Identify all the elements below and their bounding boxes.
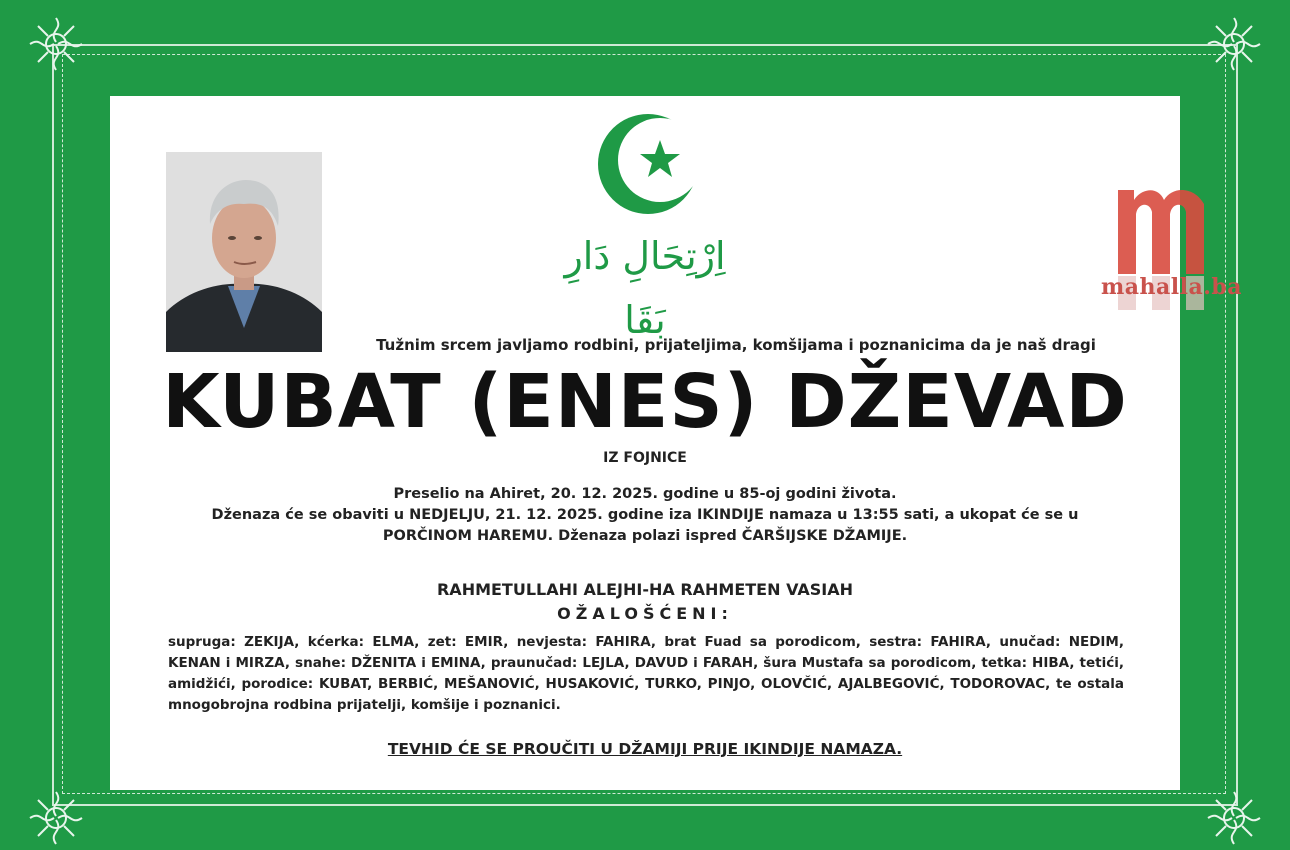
prayer-text: RAHMETULLAHI ALEJHI-HA RAHMETEN VASIAH [436,580,853,599]
intro-text: Tužnim srcem javljamo rodbini, prijateljima, komšijama i poznanicima da je naš dragi [376,336,1096,354]
ornament-corner-icon [24,786,88,850]
tevhid-notice: TEVHID ĆE SE PROUČITI U DŽAMIJI PRIJE IKINDIJE NAMAZA. [387,740,903,758]
mourners-heading: OŽALOŠĆENI: [557,604,733,623]
funeral-details [170,484,1120,547]
obituary-card [110,96,1243,790]
arabic-calligraphy: اِرْتِحَالِ دَارِ بَقَا [564,234,726,342]
detail-line: PORČINOM HAREMU. Dženaza polazi ispred ČARŠIJSKE DŽAMIJE. [382,528,908,544]
site-name: mahalla.ba [1100,274,1243,300]
origin-text: IZ FOJNICE [603,450,687,466]
detail-line: Dženaza će se obaviti u NEDJELJU, 21. 12. 2025. godine iza IKINDIJE namaza u 13:55 sati, a ukopat će se u [211,507,1079,523]
detail-line: Preselio na Ahiret, 20. 12. 2025. godine u 85-oj godini života. [393,486,897,502]
deceased-name: KUBAT (ENES) DŽEVAD [162,359,1128,445]
ornament-corner-icon [24,12,88,76]
mourners-list: supruga: ZEKIJA, kćerka: ELMA, zet: EMIR, nevjesta: FAHIRA, brat Fuad sa porodicom, sestra: FAHIRA, unučad: NEDIM, KENAN i MIRZA, snahe: DŽENITA i EMINA, praunučad: LEJLA, DAVUD i FARAH, šura Mustafa sa porodicom, tetka: HIBA, tetići, amidžići, porodice: KUBAT, BERBIĆ, MEŠANOVIĆ, HUSAKOVIĆ, TURKO, PINJO, OLOVČIĆ, AJALBEGOVIĆ, TODOROVAC, te ostala mnogobrojna rodbina prijatelji, komšije i poznanici. [168,634,1124,713]
ornament-corner-icon [1202,786,1266,850]
mahalla-logo [1084,180,1259,322]
ornament-corner-icon [1202,12,1266,76]
crescent-star-icon [596,112,700,218]
portrait-photo [166,152,322,352]
